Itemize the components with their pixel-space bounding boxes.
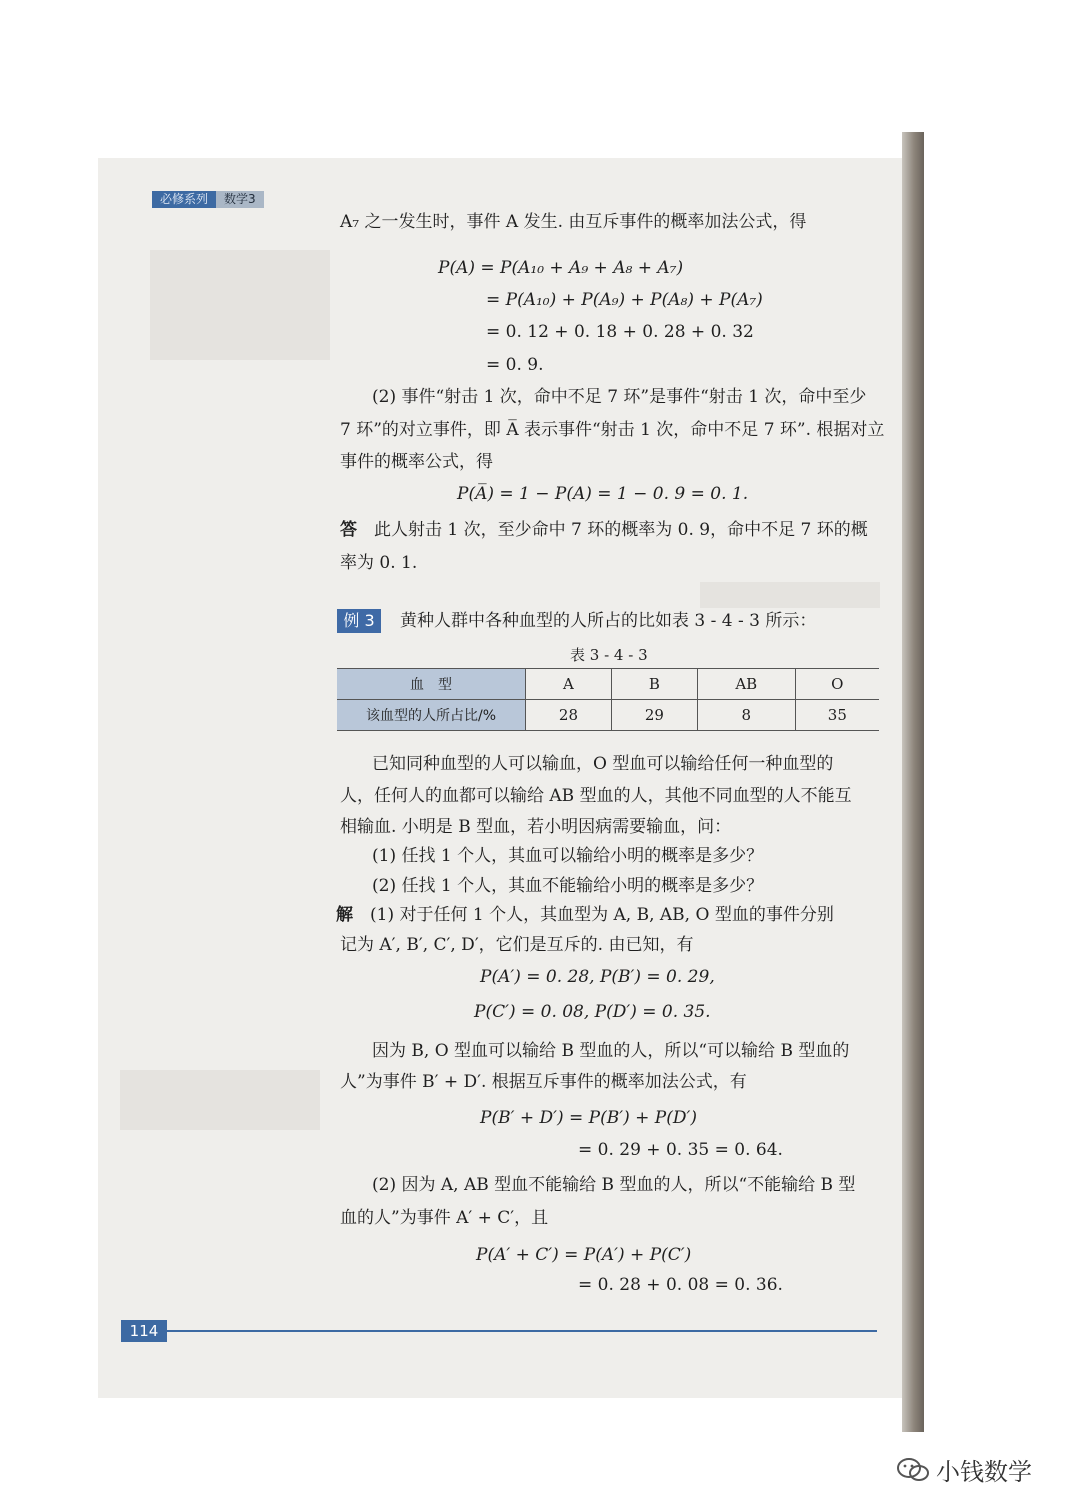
book-label: 数学3 (216, 191, 264, 208)
example-3-text: 黄种人群中各种血型的人所占的比如表 3 - 4 - 3 所示： (400, 611, 817, 631)
wechat-icon (896, 1457, 930, 1483)
bleed-through-area (120, 1070, 320, 1130)
book-spine (902, 132, 924, 1432)
table-header-cell: B (611, 669, 697, 700)
formula1-line4: = 0. 9. (486, 355, 544, 375)
table-cell: 35 (795, 700, 879, 731)
solution-label: 解 (336, 905, 353, 925)
formula2: P(A̅) = 1 − P(A) = 1 − 0. 9 = 0. 1. (457, 484, 749, 504)
solution-line1: (1) 对于任何 1 个人，其血型为 A, B, AB, O 型血的事件分别 (370, 905, 834, 925)
answer-line2: 率为 0. 1. (340, 553, 418, 573)
question-1: (1) 任找 1 个人，其血可以输给小明的概率是多少？ (372, 846, 764, 866)
part-c-line2: 血的人”为事件 A′ + C′，且 (340, 1208, 549, 1228)
table-header-cell: O (795, 669, 879, 700)
part-c-line1: (2) 因为 A, AB 型血不能输给 B 型血的人，所以“不能输给 B 型 (372, 1175, 856, 1195)
formula4-line1: P(B′ + D′) = P(B′) + P(D′) (480, 1108, 697, 1128)
part-b-line1: 因为 B, O 型血可以输给 B 型血的人，所以“可以输给 B 型血的 (372, 1041, 850, 1061)
part2-line2: 7 环”的对立事件，即 A̅ 表示事件“射击 1 次，命中不足 7 环”. 根据对立 (340, 420, 885, 440)
formula5-line2: = 0. 28 + 0. 08 = 0. 36. (578, 1275, 783, 1295)
solution-line2: 记为 A′, B′, C′, D′，它们是互斥的. 由已知，有 (340, 935, 694, 955)
example-3-label: 例 3 (337, 609, 381, 633)
blood-type-table (337, 668, 879, 731)
formula4-line2: = 0. 29 + 0. 35 = 0. 64. (578, 1140, 783, 1160)
table-cell: 29 (611, 700, 697, 731)
body-line1: 已知同种血型的人可以输血，O 型血可以输给任何一种血型的 (372, 754, 834, 774)
formula3-line1: P(A′) = 0. 28, P(B′) = 0. 29, (480, 967, 715, 987)
footer-rule (167, 1330, 877, 1332)
watermark (896, 1452, 1032, 1487)
bleed-through-area (150, 250, 330, 360)
table-cell: 8 (697, 700, 795, 731)
formula1-line2: = P(A₁₀) + P(A₉) + P(A₈) + P(A₇) (486, 290, 763, 310)
page-number: 114 (121, 1320, 167, 1342)
body-line3: 相输血. 小明是 B 型血，若小明因病需要输血，问： (340, 817, 732, 837)
series-label: 必修系列 (152, 191, 216, 208)
formula3-line2: P(C′) = 0. 08, P(D′) = 0. 35. (474, 1002, 711, 1022)
table-header-cell: AB (697, 669, 795, 700)
formula1-line1: P(A) = P(A₁₀ + A₉ + A₈ + A₇) (438, 258, 684, 278)
answer-line1: 此人射击 1 次，至少命中 7 环的概率为 0. 9，命中不足 7 环的概 (374, 520, 868, 540)
intro-line: A₇ 之一发生时，事件 A 发生. 由互斥事件的概率加法公式，得 (340, 212, 807, 232)
table-header-cell: 血 型 (337, 669, 526, 700)
table-header-cell: A (526, 669, 612, 700)
bleed-through-area (700, 582, 880, 608)
table-row (337, 669, 879, 700)
formula1-line3: = 0. 12 + 0. 18 + 0. 28 + 0. 32 (486, 322, 754, 342)
running-header (152, 191, 264, 208)
body-line2: 人，任何人的血都可以输给 AB 型血的人，其他不同血型的人不能互 (340, 786, 852, 806)
part2-line1: (2) 事件“射击 1 次，命中不足 7 环”是事件“射击 1 次，命中至少 (372, 387, 867, 407)
question-2: (2) 任找 1 个人，其血不能输给小明的概率是多少？ (372, 876, 764, 896)
answer-label: 答 (340, 520, 357, 540)
table-row (337, 700, 879, 731)
table-caption: 表 3 - 4 - 3 (570, 646, 648, 664)
watermark-text: 小钱数学 (936, 1458, 1032, 1486)
table-row-head: 该血型的人所占比/% (337, 700, 526, 731)
part-b-line2: 人”为事件 B′ + D′. 根据互斥事件的概率加法公式，有 (340, 1072, 747, 1092)
formula5-line1: P(A′ + C′) = P(A′) + P(C′) (476, 1245, 692, 1265)
part2-line3: 事件的概率公式，得 (340, 452, 493, 472)
table-cell: 28 (526, 700, 612, 731)
